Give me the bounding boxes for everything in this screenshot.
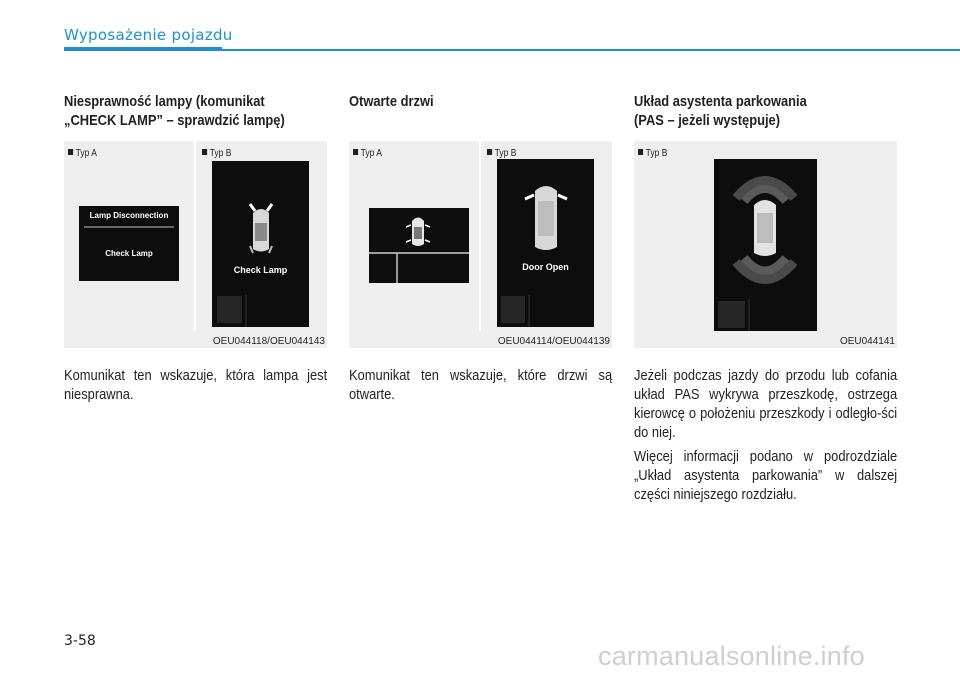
door-figure-art xyxy=(349,141,612,348)
caption-text: Typ A xyxy=(360,148,382,159)
body-paragraph: Jeżeli podczas jazdy do przodu lub cofania układ PAS wykrywa przeszkodę, ostrzega kierowcę o położeniu przeszkody i odległo-ści do niej. xyxy=(634,367,898,441)
heading-line-1: Otwarte drzwi xyxy=(349,93,434,110)
pas-figure-art xyxy=(634,141,897,348)
body-paragraph: Komunikat ten wskazuje, które drzwi są otwarte. xyxy=(349,367,613,403)
caption-text: Typ A xyxy=(75,148,97,159)
section-heading xyxy=(64,92,290,132)
lamp-b-message: Check Lamp xyxy=(233,265,288,275)
caption-text: Typ B xyxy=(209,148,232,159)
pas-figure xyxy=(634,141,897,348)
lamp-figure-art xyxy=(64,141,327,348)
door-screen-type-b xyxy=(497,159,594,327)
figure-code: OEU044141 xyxy=(839,336,895,347)
figure-code: OEU044114/OEU044139 xyxy=(497,336,610,347)
lamp-a-title: Lamp Disconnection xyxy=(89,211,169,220)
section-door-open xyxy=(349,92,612,409)
heading-line-1: Układ asystenta parkowania xyxy=(634,93,807,110)
section-body xyxy=(634,366,897,504)
page-number: 3-58 xyxy=(64,633,96,649)
lamp-figure xyxy=(64,141,327,348)
section-body xyxy=(64,366,327,404)
header-rule-accent xyxy=(64,47,222,51)
body-paragraph: Więcej informacji podano w podrozdziale „Układ asystenta parkowania” w dalszej części niniejszego rozdziału. xyxy=(634,448,898,503)
section-body xyxy=(349,366,612,404)
lamp-screen-type-b xyxy=(212,161,309,327)
caption-text: Typ B xyxy=(645,148,668,159)
figure-code: OEU044118/OEU044143 xyxy=(212,336,325,347)
section-parking-assist xyxy=(634,92,897,509)
pas-screen xyxy=(714,159,817,331)
car-topview-icon xyxy=(754,200,776,256)
door-screen-type-a xyxy=(369,208,469,283)
heading-line-2: (PAS – jeżeli występuje) xyxy=(634,112,781,129)
heading-line-2: „CHECK LAMP” – sprawdzić lampę) xyxy=(64,112,285,129)
section-heading xyxy=(349,92,575,132)
section-lamp-disconnection xyxy=(64,92,327,409)
lamp-a-message: Check Lamp xyxy=(105,249,153,258)
section-heading xyxy=(634,92,860,132)
body-paragraph: Komunikat ten wskazuje, która lampa jest niesprawna. xyxy=(64,367,328,403)
door-figure xyxy=(349,141,612,348)
heading-line-1: Niesprawność lampy (komunikat xyxy=(64,93,265,110)
watermark: carmanualsonline.info xyxy=(598,641,865,671)
section-title: Wyposażenie pojazdu xyxy=(64,26,233,44)
door-b-message: Door Open xyxy=(522,262,569,272)
caption-text: Typ B xyxy=(494,148,517,159)
